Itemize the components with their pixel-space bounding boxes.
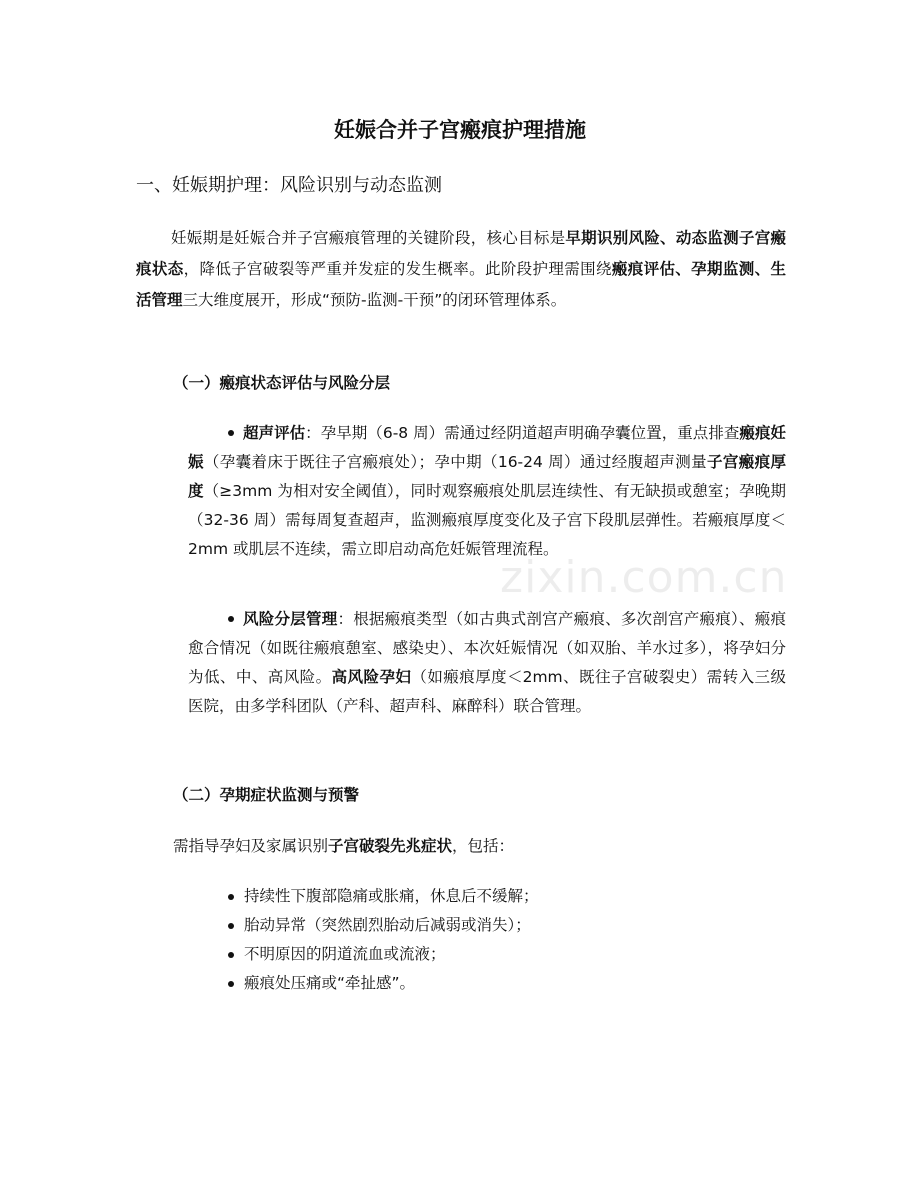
subsection-heading-scar-assessment: （一）瘢痕状态评估与风险分层 bbox=[173, 374, 391, 392]
bullet-risk-stratification bbox=[188, 605, 786, 721]
list-item: 不明原因的阴道流血或流液； bbox=[226, 940, 539, 969]
list-item: 持续性下腹部隐痛或胀痛，休息后不缓解； bbox=[226, 882, 539, 911]
bullet-bold-text: 子宫瘢痕厚度 bbox=[188, 453, 786, 500]
intro-paragraph bbox=[136, 223, 786, 316]
bullet-bold-text: 高风险孕妇 bbox=[331, 668, 412, 686]
bullet-ultrasound-assessment bbox=[188, 419, 786, 564]
para-bold-text: 瘢痕评估、孕期监测、生活管理 bbox=[136, 260, 786, 309]
symptom-list bbox=[226, 882, 539, 998]
bullet-text: ：根据瘢痕类型（如古典式剖宫产瘢痕、多次剖宫产瘢痕）、瘢痕愈合情况（如既往瘢痕憩室、感染史）、本次妊娠情况（如双胎、羊水过多），将孕妇分为低、中、高风险。 bbox=[188, 610, 786, 686]
list-item: 胎动异常（突然剧烈胎动后减弱或消失）； bbox=[226, 911, 539, 940]
para-text: 妊娠期是妊娠合并子宫瘢痕管理的关键阶段，核心目标是 bbox=[171, 229, 566, 247]
para-text: 三大维度展开，形成“预防-监测-干预”的闭环管理体系。 bbox=[182, 291, 567, 309]
bullet-label: 风险分层管理 bbox=[243, 610, 338, 628]
para-text: ，降低子宫破裂等严重并发症的发生概率。此阶段护理需围绕 bbox=[183, 260, 612, 278]
bullet-text: （孕囊着床于既往子宫瘢痕处）；孕中期（16-24 周）通过经腹超声测量 bbox=[203, 453, 707, 471]
list-item: 瘢痕处压痛或“牵扯感”。 bbox=[226, 969, 539, 998]
section-heading-pregnancy-care: 一、妊娠期护理：风险识别与动态监测 bbox=[136, 175, 442, 196]
intro-bold-text: 子宫破裂先兆症状 bbox=[328, 837, 453, 855]
intro-text: 需指导孕妇及家属识别 bbox=[173, 837, 329, 855]
bullet-text: ：孕早期（6-8 周）需通过经阴道超声明确孕囊位置，重点排查 bbox=[305, 424, 740, 442]
bullet-text: （如瘢痕厚度＜2mm、既往子宫破裂史）需转入三级医院，由多学科团队（产科、超声科、麻醉科）联合管理。 bbox=[188, 668, 786, 715]
intro-text: ，包括： bbox=[452, 837, 515, 855]
bullet-bold-text: 瘢痕妊娠 bbox=[188, 424, 786, 471]
bullet-label: 超声评估 bbox=[243, 424, 306, 442]
bullet-text: （≥3mm 为相对安全阈值），同时观察瘢痕处肌层连续性、有无缺损或憩室；孕晚期（32-36 周）需每周复查超声，监测瘢痕厚度变化及子宫下段肌层弹性。若瘢痕厚度＜2mm 或肌层不连续，需立即启动高危妊娠管理流程。 bbox=[188, 482, 786, 558]
symptom-intro bbox=[173, 831, 514, 861]
watermark: zixin.com.cn bbox=[500, 552, 788, 603]
document-title: 妊娠合并子宫瘢痕护理措施 bbox=[334, 118, 586, 142]
para-bold-text: 早期识别风险、动态监测子宫瘢痕状态 bbox=[136, 229, 786, 278]
subsection-heading-symptom-monitoring: （二）孕期症状监测与预警 bbox=[173, 786, 360, 804]
